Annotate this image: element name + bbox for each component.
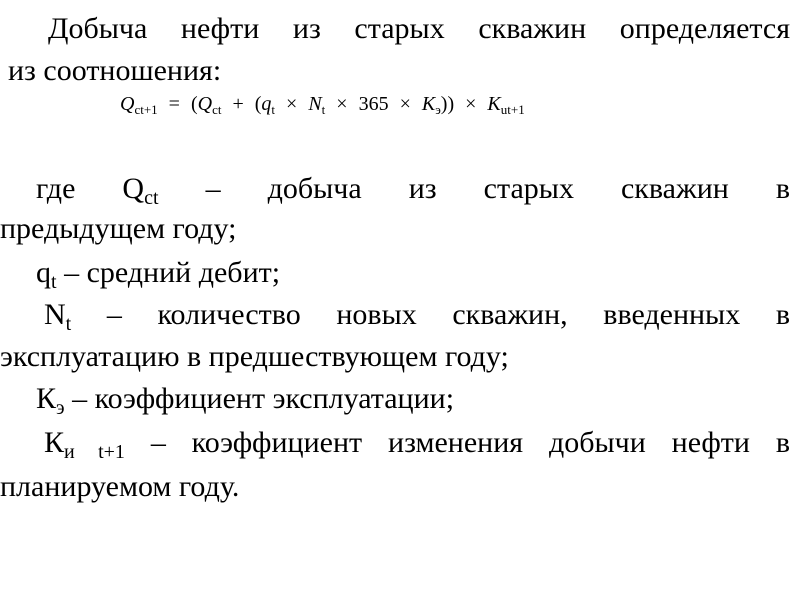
formula-times-3: × [399, 93, 411, 115]
definition-nt-sub: t [65, 313, 72, 335]
formula-equals: = [168, 93, 180, 115]
definition-ke-sub: э [56, 397, 65, 419]
formula-times-4: × [465, 93, 477, 115]
definition-ke-symbol: К [36, 382, 57, 415]
definition-nt-text-2: эксплуатацию в предшествующем году; [0, 340, 509, 373]
formula-ki-sub: ut+1 [500, 102, 525, 117]
formula-close-parens: )) [440, 93, 455, 115]
formula-open-paren-1: ( [190, 93, 198, 115]
intro-text-2: из соотношения: [8, 54, 222, 87]
definition-ki-symbol: К [44, 426, 65, 459]
formula-times-2: × [336, 93, 348, 115]
definition-qct-line-1 [36, 172, 791, 209]
definition-qct-line-2 [0, 212, 236, 246]
definition-ki-sub: и t+1 [64, 441, 125, 463]
definition-ki-text: – коэффициент изменения добычи нефти в [150, 426, 791, 459]
definition-nt-line-2 [0, 340, 509, 374]
intro-line-1 [48, 12, 790, 46]
definition-qt-sub: t [51, 271, 57, 293]
definition-ki-text-2: планируемом году. [0, 470, 240, 503]
intro-line-2 [8, 54, 221, 88]
formula-nt-sub: t [321, 102, 326, 117]
formula-ke-sub: э [435, 102, 441, 117]
formula-qt-var: q [261, 93, 272, 115]
definition-nt-line-1 [44, 298, 791, 335]
definition-ki-line-2 [0, 470, 239, 504]
formula-days: 365 [358, 93, 389, 115]
definition-ke-text: – коэффициент эксплуатации; [72, 382, 455, 415]
definition-qct-prefix: где Q [36, 172, 145, 205]
intro-text-1: Добыча нефти из старых скважин определяется [48, 12, 790, 45]
formula-lhs-var: Q [120, 93, 135, 115]
definition-qct-text-2: предыдущем году; [0, 212, 237, 245]
definition-qct-sub: ct [144, 187, 159, 209]
definition-qt-symbol: q [36, 256, 51, 289]
formula-nt-var: N [308, 93, 322, 115]
definition-nt-symbol: N [44, 298, 66, 331]
formula [120, 90, 525, 118]
definition-qt-line [36, 256, 281, 293]
formula-q-sub: ct [212, 102, 222, 117]
formula-ke-var: K [421, 93, 436, 115]
definition-qct-text: – добыча из старых скважин в [205, 172, 791, 205]
definition-qt-text: – средний дебит; [64, 256, 281, 289]
formula-plus: + [232, 93, 244, 115]
definition-nt-text: – количество новых скважин, введенных в [106, 298, 791, 331]
formula-lhs-sub: ct+1 [134, 102, 158, 117]
formula-open-paren-2: ( [254, 93, 262, 115]
definition-ki-line-1 [44, 426, 791, 463]
definition-ke-line [36, 382, 455, 419]
formula-q-var: Q [197, 93, 213, 115]
formula-qt-sub: t [271, 102, 276, 117]
formula-times-1: × [286, 93, 298, 115]
formula-ki-var: K [487, 93, 501, 115]
